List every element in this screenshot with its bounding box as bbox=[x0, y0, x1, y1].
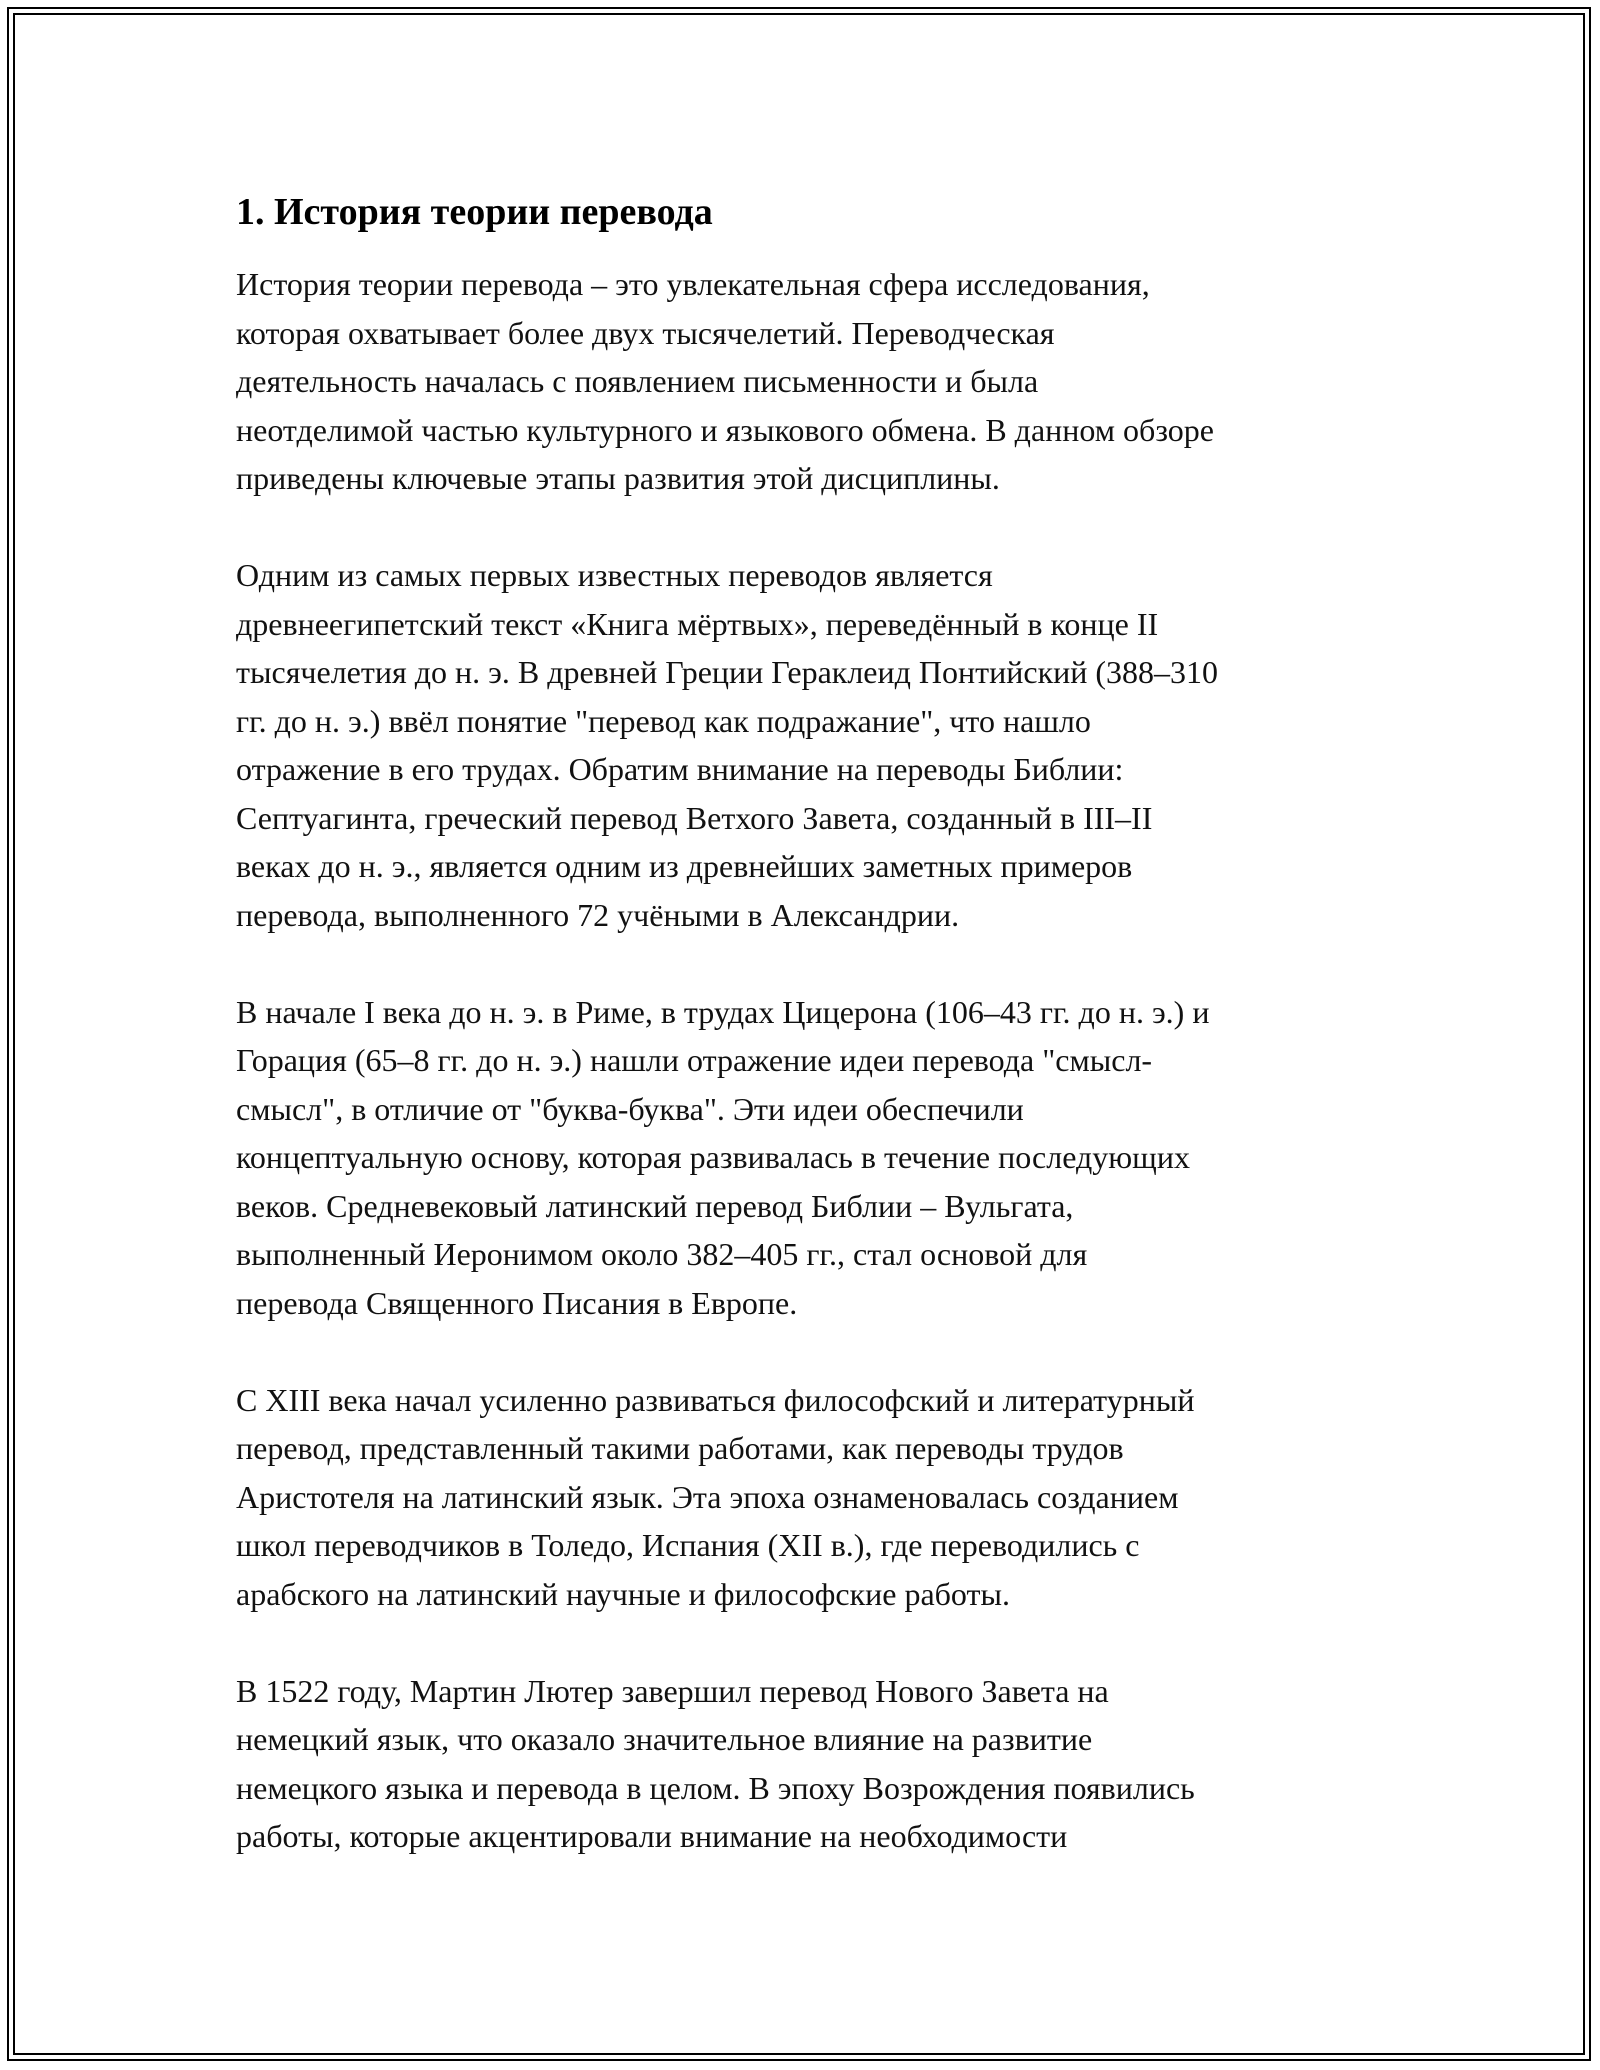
paragraph-luther bbox=[236, 1667, 1376, 1861]
text-line: смысл", в отличие от "буква-буква". Эти идеи обеспечили bbox=[236, 1090, 1024, 1127]
text-line: Одним из самых первых известных переводов является bbox=[236, 557, 993, 593]
text-line: приведены ключевые этапы развития этой дисциплины. bbox=[236, 460, 1000, 496]
text-line: перевод, представленный такими работами, как переводы трудов bbox=[236, 1430, 1124, 1466]
text-line: веках до н. э., является одним из древнейших заметных примеров bbox=[236, 848, 1133, 884]
text-line: В начале I века до н. э. в Риме, в трудах Цицерона (106–43 гг. до н. э.) и bbox=[236, 993, 1210, 1030]
text-line: арабского на латинский научные и философские работы. bbox=[236, 1575, 1010, 1612]
text-line: концептуальную основу, которая развивалась в течение последующих bbox=[236, 1139, 1190, 1175]
text-line: работы, которые акцентировали внимание на необходимости bbox=[236, 1818, 1068, 1854]
section-heading: 1. История теории перевода bbox=[236, 191, 713, 233]
paragraph-ancient bbox=[236, 551, 1376, 939]
paragraph-rome bbox=[236, 988, 1376, 1328]
text-line: тысячелетия до н. э. В древней Греции Гераклеид Понтийский (388–310 bbox=[236, 654, 1219, 690]
text-line: веков. Средневековый латинский перевод Библии – Вульгата, bbox=[236, 1187, 1074, 1224]
text-line: древнеегипетский текст «Книга мёртвых», переведённый в конце II bbox=[236, 605, 1159, 642]
paragraph-intro bbox=[236, 260, 1376, 503]
text-line: Септуагинта, греческий перевод Ветхого Завета, созданный в III–II bbox=[236, 799, 1153, 836]
paragraph-medieval bbox=[236, 1376, 1376, 1619]
text-line: В 1522 году, Мартин Лютер завершил перевод Нового Завета на bbox=[236, 1672, 1109, 1709]
text-line: С XIII века начал усиленно развиваться философский и литературный bbox=[236, 1381, 1195, 1418]
text-line: перевода Священного Писания в Европе. bbox=[236, 1284, 798, 1321]
text-line: История теории перевода – это увлекательная сфера исследования, bbox=[236, 266, 1150, 302]
text-line: гг. до н. э.) ввёл понятие "перевод как подражание", что нашло bbox=[236, 702, 1091, 739]
text-line: Горация (65–8 гг. до н. э.) нашли отражение идеи перевода "смысл- bbox=[236, 1042, 1153, 1078]
document-body bbox=[236, 188, 1376, 1909]
text-line: школ переводчиков в Толедо, Испания (XII в.), где переводились с bbox=[236, 1527, 1140, 1563]
text-line: неотделимой частью культурного и языкового обмена. В данном обзоре bbox=[236, 411, 1214, 448]
text-line: Аристотеля на латинский язык. Эта эпоха ознаменовалась созданием bbox=[236, 1478, 1179, 1515]
text-line: перевода, выполненного 72 учёными в Александрии. bbox=[236, 896, 960, 933]
text-line: которая охватывает более двух тысячелетий. Переводческая bbox=[236, 314, 1055, 351]
text-line: немецкий язык, что оказало значительное влияние на развитие bbox=[236, 1721, 1093, 1757]
text-line: отражение в его трудах. Обратим внимание на переводы Библии: bbox=[236, 751, 1124, 787]
text-line: выполненный Иеронимом около 382–405 гг., стал основой для bbox=[236, 1236, 1088, 1272]
text-line: немецкого языка и перевода в целом. В эпоху Возрождения появились bbox=[236, 1769, 1195, 1806]
text-line: деятельность началась с появлением письменности и была bbox=[236, 363, 1039, 399]
